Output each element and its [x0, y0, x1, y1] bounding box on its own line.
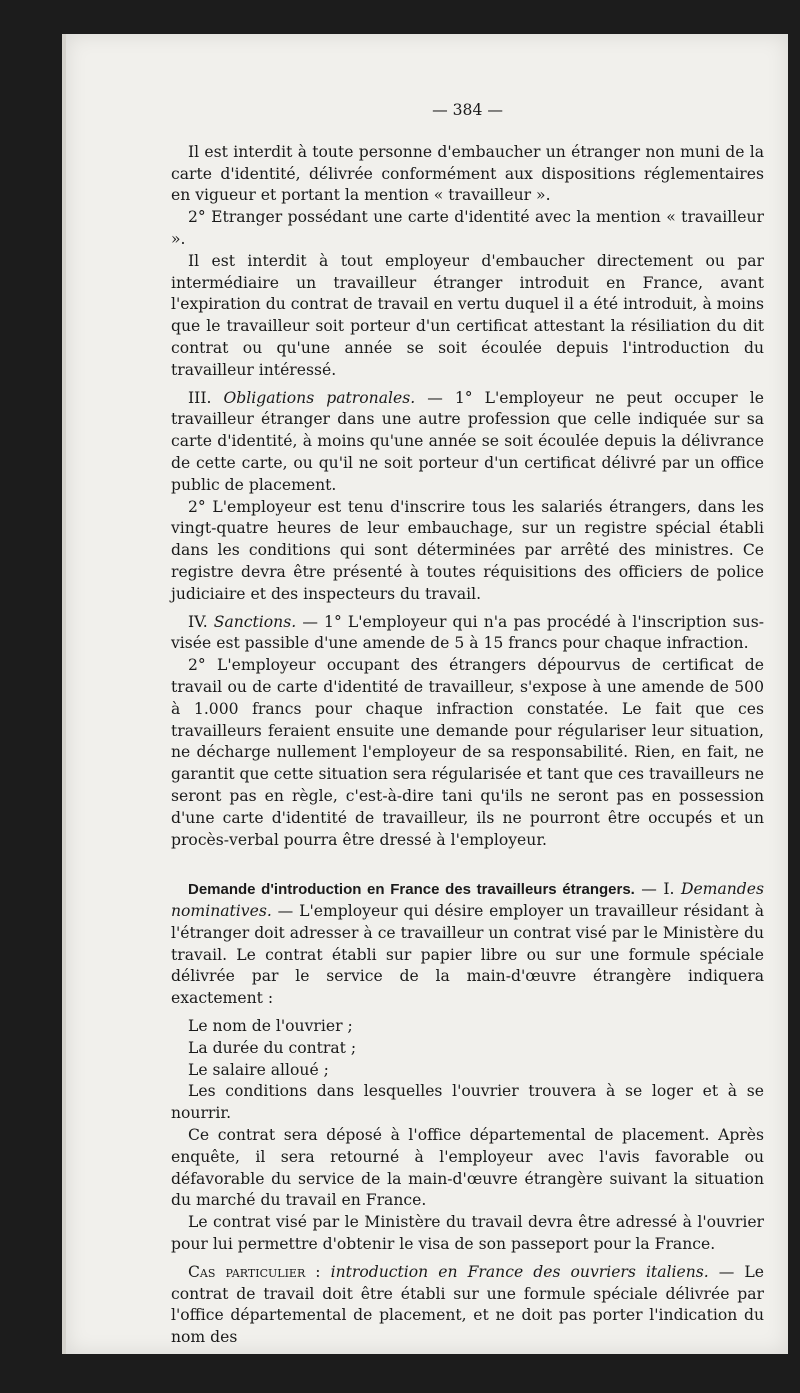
paragraph-demande-introduction	[171, 879, 764, 1010]
section-title: Obligations patronales.	[223, 388, 416, 407]
section-title: Demandes nominatives.	[171, 880, 765, 921]
paragraph-carte-travailleur: 2° Etranger possédant une carte d'identité avec la mention « travailleur ».	[171, 208, 764, 248]
section-text: — L'employeur qui désire employer un travailleur résidant à l'étranger doit adresser à ce travailleur un contrat visé par le Ministère du travail. Le contrat établi sur papier libre ou sur une formule spéciale délivrée par le service de la main-d'œuvre étrangère indiquera exactement :	[171, 902, 764, 1008]
paragraph-interdiction: Il est interdit à toute personne d'embaucher un étranger non muni de la carte d'identité, délivrée conformément aux dispositions réglementaires en vigueur et portant la mention « travailleur ».	[171, 142, 764, 205]
paragraph-embauche-directe: Il est interdit à tout employeur d'embaucher directement ou par intermédiaire un travailleur étranger introduit en France, avant l'expiration du contrat de travail en vertu duquel il a été introduit, à moins que le travailleur soit porteur d'un certificat attestant la résiliation du dit contrat ou qu'une année se soit écoulée depuis l'introduction du travailleur intéressé.	[171, 251, 764, 379]
paragraph-obligations-patronales	[171, 388, 764, 497]
paragraph-registre: 2° L'employeur est tenu d'inscrire tous les salariés étrangers, dans les vingt-quatre heures de leur embauchage, sur un registre spécial établi dans les conditions qui sont déterminées par arrêté des ministres. Ce registre devra être présenté à toutes réquisitions des officiers de police judiciaire et des inspecteurs du travail.	[171, 497, 764, 603]
section-text: — 1° L'employeur qui n'a pas procédé à l'inscription sus-visée est passible d'une amende de 5 à 15 francs pour chaque infraction.	[171, 612, 764, 653]
section-number: I.	[663, 880, 681, 899]
section-label: Cas particulier	[188, 1262, 306, 1281]
heading-dash: —	[634, 880, 664, 899]
section-heading: Demande d'introduction en France des travailleurs étrangers.	[188, 881, 635, 899]
section-title: introduction en France des ouvriers italiens.	[330, 1262, 709, 1281]
list-item: Les conditions dans lesquelles l'ouvrier trouvera à se loger et à se nourrir.	[171, 1082, 764, 1123]
section-number: III.	[188, 388, 224, 407]
section-number: IV.	[188, 612, 214, 631]
list-item: La durée du contrat ;	[188, 1038, 357, 1057]
section-text: — Le contrat de travail doit être établi sur une formule spéciale délivrée par l'office départemental de placement, et ne doit pas porter l'indication du nom des	[171, 1262, 765, 1347]
paragraph-visa: Le contrat visé par le Ministère du travail devra être adressé à l'ouvrier pour lui permettre d'obtenir le visa de son passeport pour la France.	[171, 1213, 764, 1254]
contract-items-list	[171, 1016, 764, 1125]
section-title: Sanctions.	[213, 612, 297, 631]
paragraph-cas-particulier	[171, 1262, 764, 1349]
section-text: — 1° L'employeur ne peut occuper le travailleur étranger dans une autre profession que celle indiquée sur sa carte d'identité, à moins qu'une année se soit écoulée depuis la délivrance de cette carte, ou qu'il ne soit porteur d'un certificat délivré par un office public de placement.	[171, 388, 764, 494]
paragraph-sanctions	[171, 612, 764, 656]
paragraph-amende: 2° L'employeur occupant des étrangers dépourvus de certificat de travail ou de carte d'identité de travailleur, s'expose à une amende de 500 à 1.000 francs pour chaque infraction constatée. Le fait que ces travailleurs feraient ensuite une demande pour régulariser leur situation, ne décharge nullement l'employeur de sa responsabilité. Rien, en fait, ne garantit que cette situation sera régularisée et tant que ces travailleurs ne seront pas en règle, c'est-à-dire tani qu'ils ne seront pas en possession d'une carte d'identité de travailleur, ils ne pourront être occupés et un procès-verbal pourra être dressé à l'employeur.	[171, 656, 764, 849]
paragraph-depot-contrat: Ce contrat sera déposé à l'office départemental de placement. Après enquête, il sera retourné à l'employeur avec l'avis favorable ou défavorable du service de la main-d'œuvre étrangère suivant la situation du marché du travail en France.	[171, 1126, 764, 1210]
page-number: — 384 —	[432, 101, 503, 119]
page-text-block	[171, 100, 764, 1349]
list-item: Le nom de l'ouvrier ;	[188, 1017, 353, 1036]
list-item: Le salaire alloué ;	[188, 1060, 329, 1079]
label-colon: :	[305, 1262, 331, 1281]
